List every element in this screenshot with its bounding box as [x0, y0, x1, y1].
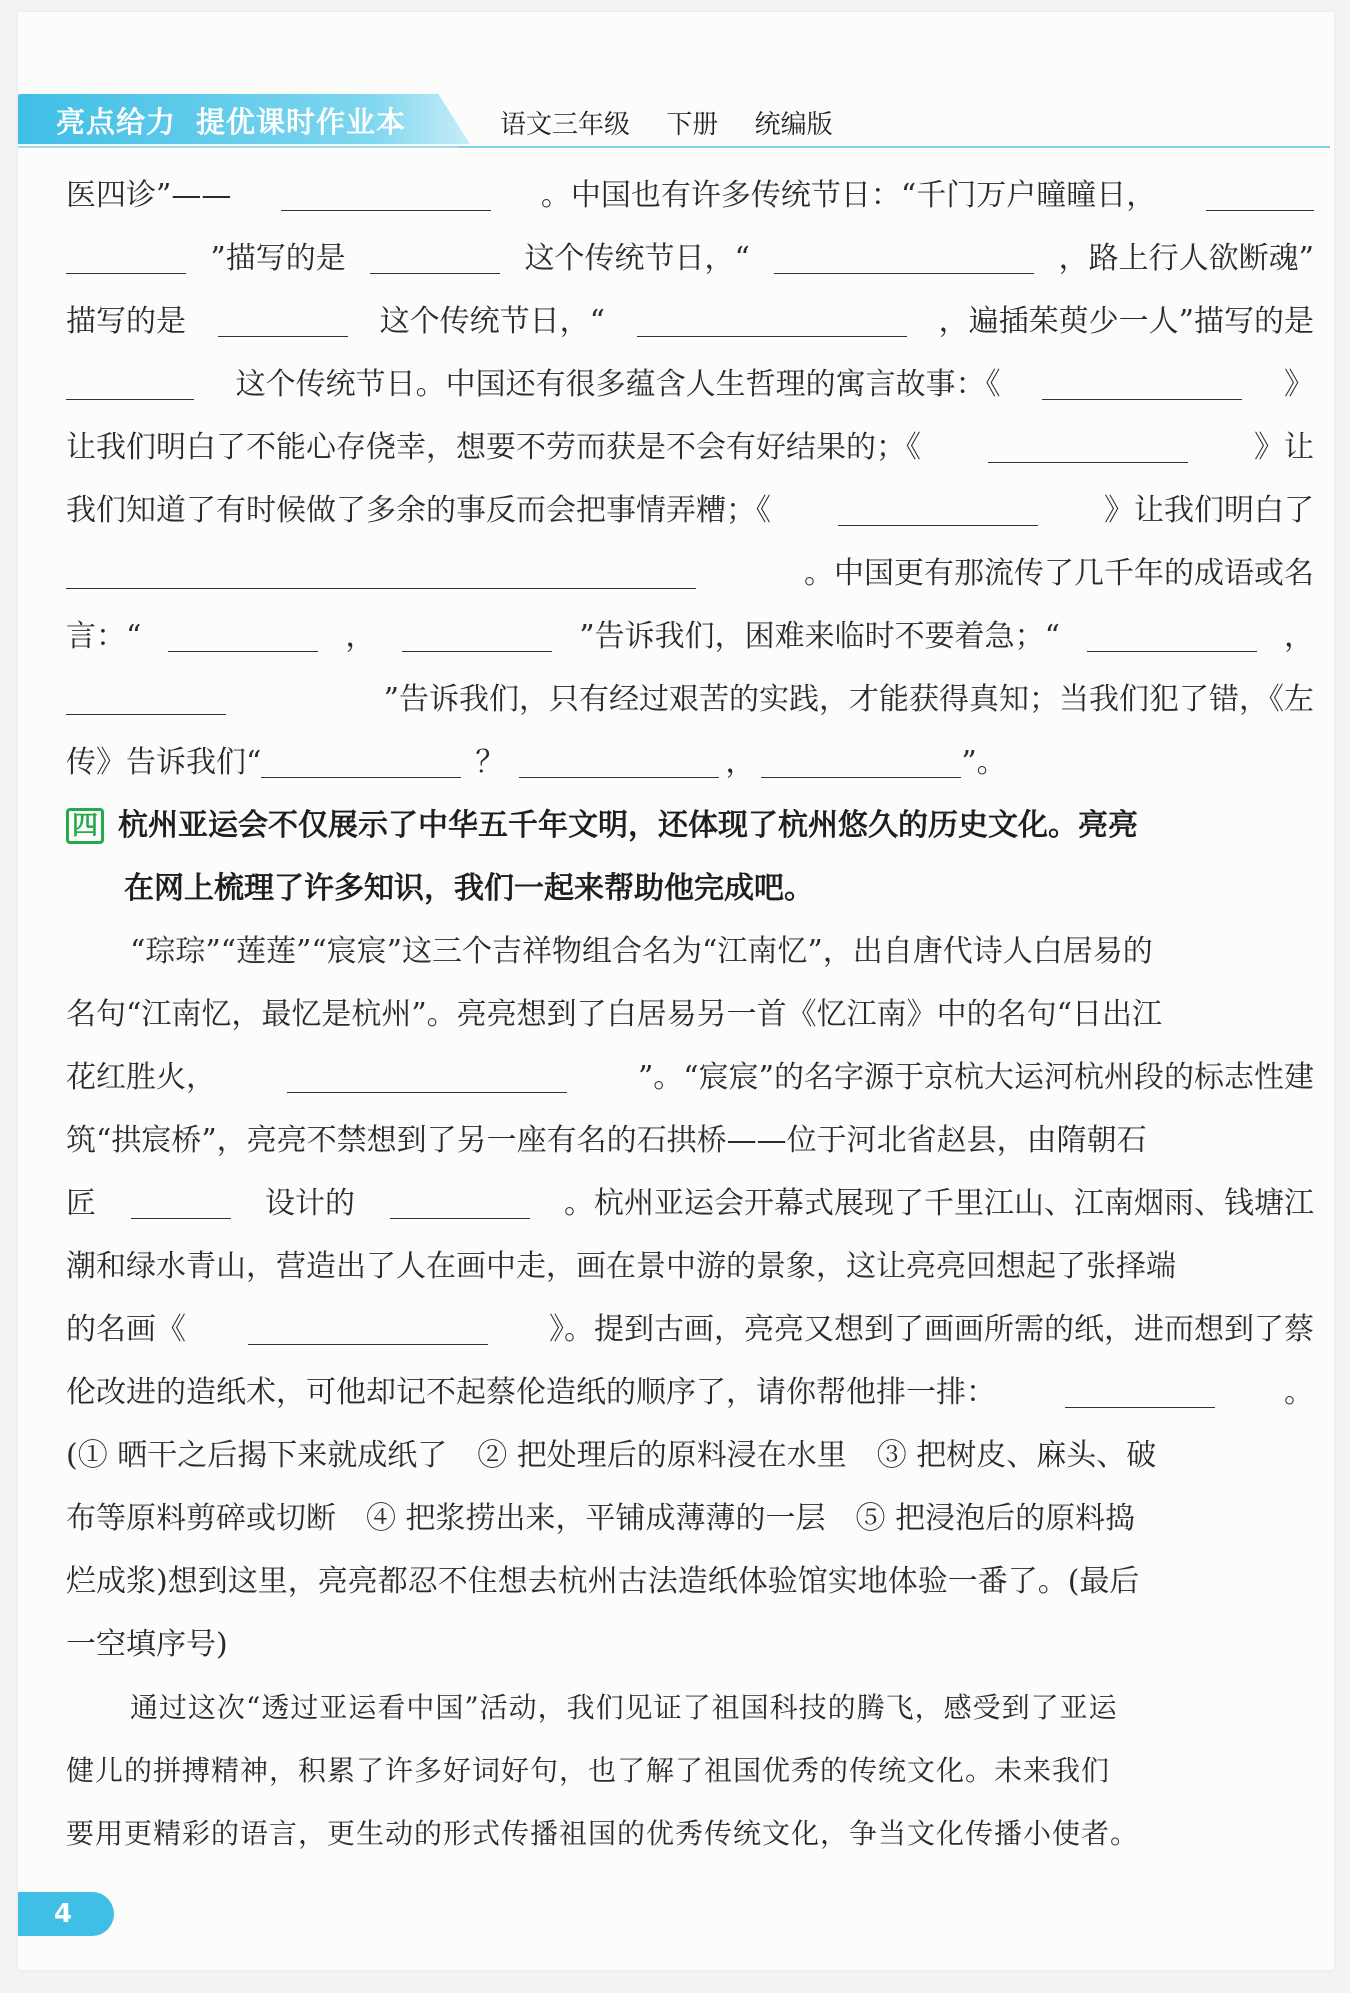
text-line: (① 晒干之后揭下来就成纸了 ② 把处理后的原料浸在水里 ③ 把树皮、麻头、破 — [66, 1438, 1157, 1473]
text-line: 医四诊”—— 。中国也有许多传统节日：“千门万户曈曈日， — [66, 164, 1314, 227]
answer-blank[interactable] — [261, 747, 461, 778]
page-content — [66, 164, 1314, 1865]
answer-blank[interactable] — [390, 1188, 530, 1219]
answer-blank[interactable] — [287, 1062, 567, 1093]
answer-blank[interactable] — [66, 684, 226, 715]
answer-blank[interactable] — [1206, 180, 1314, 211]
text-line: 描写的是 这个传统节日，“ ，遍插茱萸少一人”描写的是 — [66, 304, 1314, 339]
answer-blank[interactable] — [988, 432, 1188, 463]
volume: 下册 — [666, 110, 719, 140]
answer-blank[interactable] — [370, 243, 500, 274]
answer-blank[interactable] — [402, 621, 552, 652]
text-line: 一空填序号) — [66, 1627, 228, 1662]
text-line: 布等原料剪碎或切断 ④ 把浆捞出来，平铺成薄薄的一层 ⑤ 把浸泡后的原料捣 — [66, 1501, 1136, 1536]
text-line: 让我们明白了不能心存侥幸，想要不劳而获是不会有好结果的；《 》让 — [66, 430, 1314, 465]
text-line: “琮琮”“莲莲”“宸宸”这三个吉祥物组合名为“江南忆”，出自唐代诗人白居易的 — [130, 934, 1153, 969]
series-name: 提优课时作业本 — [196, 105, 407, 139]
answer-blank[interactable] — [1065, 1377, 1215, 1408]
text-line: 要用更精彩的语言，更生动的形式传播祖国的优秀传统文化，争当文化传播小使者。 — [66, 1817, 1140, 1850]
section-title-line: 杭州亚运会不仅展示了中华五千年文明，还体现了杭州悠久的历史文化。亮亮 — [118, 808, 1138, 843]
answer-blank[interactable] — [1087, 621, 1257, 652]
page-number: 4 — [18, 1892, 114, 1936]
answer-blank[interactable] — [131, 1188, 231, 1219]
section-number-badge: 四 — [66, 808, 104, 844]
answer-blank[interactable] — [1042, 369, 1242, 400]
book-info — [500, 104, 861, 141]
header-rule — [458, 146, 1330, 148]
text-line: ”告诉我们，只有经过艰苦的实践，才能获得真知；当我们犯了错，《左 — [66, 668, 1314, 731]
text-line: 烂成浆)想到这里，亮亮都忍不住想去杭州古法造纸体验馆实地体验一番了。(最后 — [66, 1564, 1140, 1599]
text-line: 匠 设计的 。杭州亚运会开幕式展现了千里江山、江南烟雨、钱塘江 — [66, 1186, 1314, 1221]
text-line: 名句“江南忆，最忆是杭州”。亮亮想到了白居易另一首《忆江南》中的名句“日出江 — [66, 997, 1163, 1032]
text-line: 言：“ ， ”告诉我们，困难来临时不要着急；“ ， — [66, 619, 1314, 654]
page-header — [18, 94, 1318, 154]
section-four-title — [66, 794, 1314, 857]
brand-name: 亮点给力 — [56, 105, 177, 139]
subject-grade: 语文三年级 — [500, 110, 631, 140]
text-line: 的名画《 》。提到古画，亮亮又想到了画画所需的纸，进而想到了蔡 — [66, 1312, 1314, 1347]
text-line: 健儿的拼搏精神，积累了许多好词好句，也了解了祖国优秀的传统文化。未来我们 — [66, 1754, 1111, 1787]
text-line: 这个传统节日。中国还有很多蕴含人生哲理的寓言故事：《 》 — [66, 353, 1314, 416]
answer-blank[interactable] — [66, 243, 186, 274]
answer-blank[interactable] — [66, 369, 194, 400]
answer-blank[interactable] — [281, 180, 491, 211]
text-line: ”描写的是 这个传统节日，“ ，路上行人欲断魂” — [66, 227, 1314, 290]
text-line: 传》告诉我们“ ？ ， ”。 — [66, 745, 1007, 780]
answer-blank[interactable] — [168, 621, 318, 652]
answer-blank[interactable] — [761, 747, 961, 778]
answer-blank[interactable] — [248, 1314, 488, 1345]
section-four-title-cont: 在网上梳理了许多知识，我们一起来帮助他完成吧。 — [124, 871, 814, 906]
answer-blank[interactable] — [637, 306, 907, 337]
text-line: 花红胜火， ”。“宸宸”的名字源于京杭大运河杭州段的标志性建 — [66, 1060, 1314, 1095]
text-line: 伦改进的造纸术，可他却记不起蔡伦造纸的顺序了，请你帮他排一排： 。 — [66, 1375, 1314, 1410]
answer-blank[interactable] — [519, 747, 719, 778]
answer-blank[interactable] — [838, 495, 1038, 526]
text-line: 潮和绿水青山，营造出了人在画中走，画在景中游的景象，这让亮亮回想起了张择端 — [66, 1249, 1176, 1284]
workbook-page — [18, 12, 1334, 1970]
answer-blank[interactable] — [774, 243, 1034, 274]
answer-blank[interactable] — [218, 306, 348, 337]
text-line: 通过这次“透过亚运看中国”活动，我们见证了祖国科技的腾飞，感受到了亚运 — [130, 1691, 1118, 1724]
answer-blank[interactable] — [66, 558, 696, 589]
closing-paragraph — [66, 1676, 1314, 1865]
banner-text — [56, 100, 406, 141]
edition: 统编版 — [754, 110, 833, 140]
text-line: 。中国更有那流传了几千年的成语或名 — [66, 542, 1314, 605]
text-line: 我们知道了有时候做了多余的事反而会把事情弄糟；《 》让我们明白了 — [66, 493, 1314, 528]
header-rule-left — [18, 146, 468, 148]
text-line: 筑“拱宸桥”，亮亮不禁想到了另一座有名的石拱桥——位于河北省赵县，由隋朝石 — [66, 1123, 1147, 1158]
